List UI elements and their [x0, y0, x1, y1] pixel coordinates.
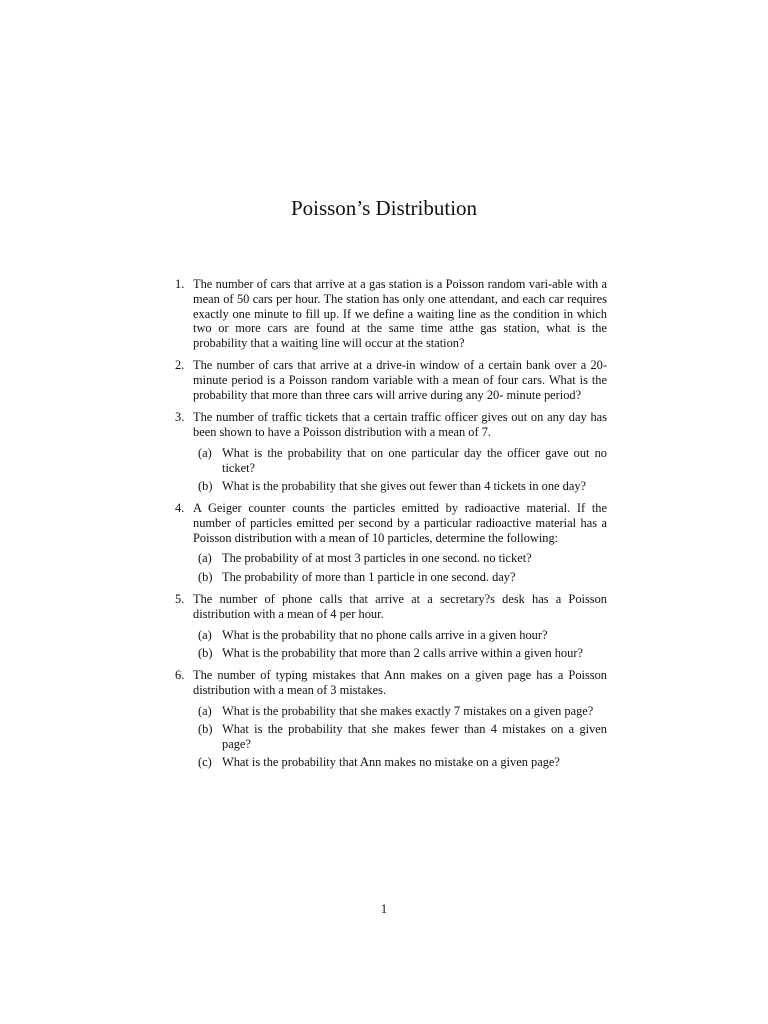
subquestion-text: What is the probability that more than 2 calls arrive within a given hour?	[222, 645, 583, 660]
subquestion-label: (c)	[198, 754, 212, 769]
subquestion-label: (b)	[198, 721, 213, 736]
subquestion-text: The probability of at most 3 particles in one second. no ticket?	[222, 551, 532, 566]
problem-text: The number of traffic tickets that a certain traffic officer gives out on any day has been shown to have a Poisson distribution with a mean of 7.	[193, 410, 607, 439]
subquestion-a	[193, 704, 607, 719]
subquestion-label: (a)	[198, 627, 212, 642]
subquestion-text: What is the probability that she makes fewer than 4 mistakes on a given page?	[222, 721, 607, 751]
problem-number: 5.	[175, 591, 185, 606]
subquestion-text: What is the probability that Ann makes no mistake on a given page?	[222, 754, 560, 769]
subquestion-text: The probability of more than 1 particle in one second. day?	[222, 569, 516, 584]
subquestion-list	[193, 551, 607, 584]
problem-list	[171, 277, 607, 777]
subquestion-text: What is the probability that she gives out fewer than 4 tickets in one day?	[222, 478, 587, 493]
subquestion-label: (a)	[198, 445, 212, 460]
problem-number: 4.	[175, 501, 185, 516]
problem-text: The number of cars that arrive at a drive-in window of a certain bank over a 20-minute period is a Poisson random variable with a mean of four cars. What is the probability that more than three cars will arrive during any 20- minute period?	[193, 358, 607, 402]
problem-6	[171, 668, 607, 770]
subquestion-a	[193, 628, 607, 643]
subquestion-text: What is the probability that no phone calls arrive in a given hour?	[222, 627, 548, 642]
subquestion-label: (b)	[198, 569, 213, 584]
problem-number: 6.	[175, 667, 185, 682]
subquestion-list	[193, 628, 607, 661]
problem-number: 2.	[175, 358, 185, 373]
subquestion-label: (a)	[198, 551, 212, 566]
page-title: Poisson’s Distribution	[290, 196, 478, 220]
subquestion-list	[193, 446, 607, 494]
problem-number: 3.	[175, 410, 185, 425]
subquestion-label: (b)	[198, 645, 213, 660]
subquestion-list	[193, 704, 607, 770]
subquestion-b	[193, 646, 607, 661]
page-number: 1	[380, 902, 388, 916]
subquestion-text: What is the probability that she makes exactly 7 mistakes on a given page?	[222, 703, 594, 718]
subquestion-label: (b)	[198, 478, 213, 493]
problem-text: A Geiger counter counts the particles emitted by radioactive material. If the number of particles emitted per second by a particular radioactive material has a Poisson distribution with a mean of 10 particles, determine the following:	[193, 501, 607, 545]
problem-2	[171, 358, 607, 402]
problem-1	[171, 277, 607, 351]
problem-text: The number of typing mistakes that Ann makes on a given page has a Poisson distribution with a mean of 3 mistakes.	[193, 667, 607, 697]
problem-3	[171, 410, 607, 493]
subquestion-a	[193, 551, 607, 566]
subquestion-text: What is the probability that on one particular day the officer gave out no ticket?	[222, 445, 607, 475]
subquestion-c	[193, 755, 607, 770]
subquestion-b	[193, 722, 607, 752]
subquestion-a	[193, 446, 607, 476]
problem-5	[171, 592, 607, 661]
subquestion-b	[193, 570, 607, 585]
problem-text: The number of phone calls that arrive at a secretary?s desk has a Poisson distribution with a mean of 4 per hour.	[193, 591, 607, 621]
subquestion-label: (a)	[198, 703, 212, 718]
subquestion-b	[193, 479, 607, 494]
problem-text: The number of cars that arrive at a gas station is a Poisson random vari-able with a mean of 50 cars per hour. The station has only one attendant, and each car requires exactly one minute to fill up. If we define a waiting line as the condition in which two or more cars are found at the same time atthe gas station, what is the probability that a waiting line will occur at the station?	[193, 277, 607, 351]
problem-number: 1.	[175, 277, 185, 291]
problem-4	[171, 501, 607, 584]
